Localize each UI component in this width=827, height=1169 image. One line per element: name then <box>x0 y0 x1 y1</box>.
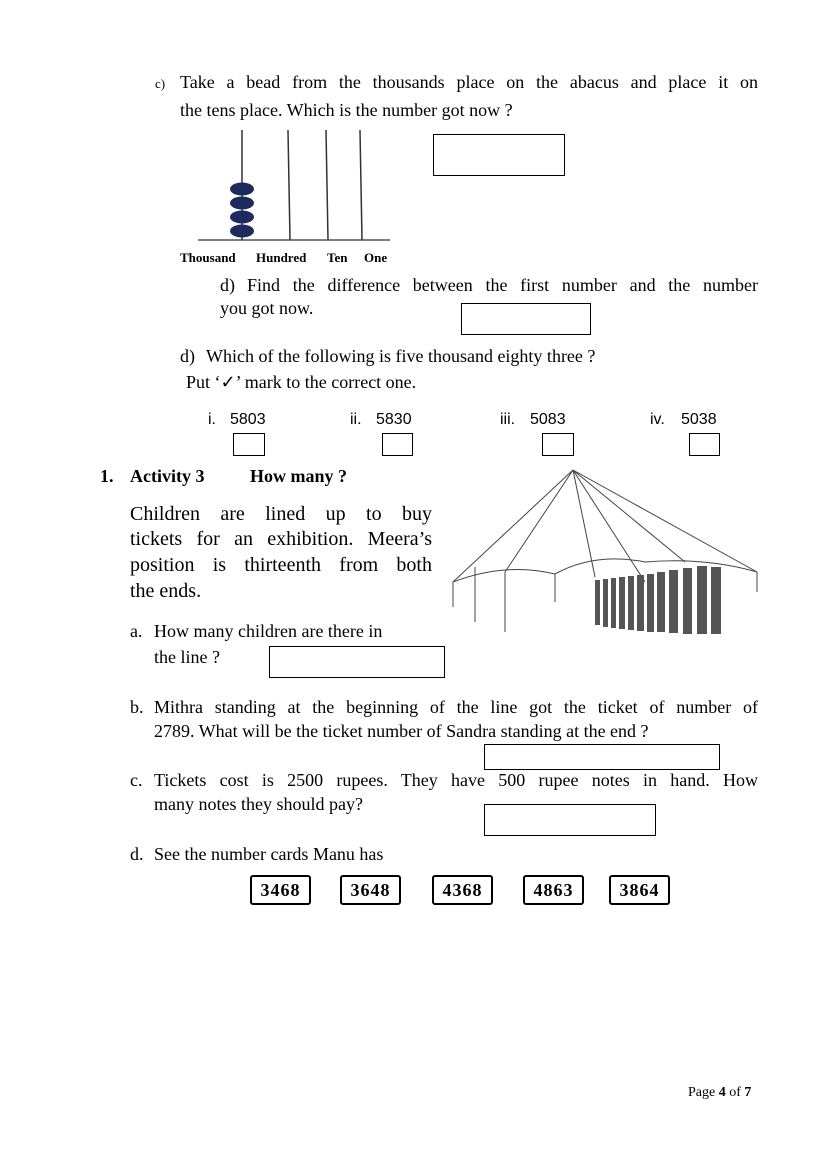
option-value: 5083 <box>530 411 566 428</box>
question-text: the line ? <box>154 647 220 667</box>
answer-box[interactable] <box>484 744 720 770</box>
question-text: 2789. What will be the ticket number of Sandra standing at the end ? <box>154 721 649 741</box>
intro-text: Children are lined up to buy <box>130 503 432 525</box>
tent-queue-illustration <box>445 462 770 642</box>
abacus-label: One <box>364 250 388 265</box>
question-text: Find the difference between the first number and the number <box>247 275 758 295</box>
checkbox-option-4[interactable] <box>689 433 720 456</box>
intro-text: tickets for an exhibition. Meera’s <box>130 528 432 550</box>
question-label: d) <box>220 275 235 295</box>
option-value: 5038 <box>681 411 717 428</box>
question-label: b. <box>130 697 144 717</box>
number-card: 3468 <box>250 875 311 905</box>
checkbox-option-1[interactable] <box>233 433 265 456</box>
number-card: 3648 <box>340 875 401 905</box>
abacus-label: Hundred <box>256 250 307 265</box>
question-label: d. <box>130 844 144 864</box>
option-value: 5830 <box>376 411 412 428</box>
abacus-label: Thousand <box>180 250 236 265</box>
instruction-text: Put ‘✓’ mark to the correct one. <box>186 372 417 392</box>
abacus-label: Ten <box>327 250 348 265</box>
question-text: you got now. <box>220 298 314 318</box>
abacus-image <box>190 125 400 245</box>
total-pages: 7 <box>744 1085 752 1100</box>
intro-text: position is thirteenth from both <box>130 554 432 576</box>
option-number: i. <box>208 411 216 428</box>
activity-subtitle: How many ? <box>250 466 348 486</box>
question-label: a. <box>130 621 143 641</box>
question-label: d) <box>180 346 195 366</box>
checkbox-option-2[interactable] <box>382 433 413 456</box>
option-value: 5803 <box>230 411 266 428</box>
question-label: c. <box>130 770 143 790</box>
number-card: 4863 <box>523 875 584 905</box>
page-prefix: Page <box>688 1085 716 1100</box>
question-text: Take a bead from the thousands place on the abacus and place it on <box>180 72 758 92</box>
page-of: of <box>729 1085 741 1100</box>
option-number: iii. <box>500 411 516 428</box>
question-text: See the number cards Manu has <box>154 844 384 864</box>
option-number: iv. <box>650 411 665 428</box>
number-card: 3864 <box>609 875 670 905</box>
number-card: 4368 <box>432 875 493 905</box>
question-text: Tickets cost is 2500 rupees. They have 500 rupee notes in hand. How <box>154 770 758 790</box>
answer-box[interactable] <box>433 134 565 176</box>
activity-title: Activity 3 <box>130 466 205 486</box>
option-number: ii. <box>350 411 362 428</box>
intro-text: the ends. <box>130 580 202 602</box>
question-text: many notes they should pay? <box>154 794 363 814</box>
checkbox-option-3[interactable] <box>542 433 574 456</box>
answer-box[interactable] <box>484 804 656 836</box>
current-page: 4 <box>718 1085 726 1100</box>
page-number <box>688 1081 751 1105</box>
question-text: Which of the following is five thousand eighty three ? <box>206 346 596 366</box>
activity-number: 1. <box>100 466 114 486</box>
answer-box[interactable] <box>269 646 445 678</box>
question-text: Mithra standing at the beginning of the line got the ticket of number of <box>154 697 758 717</box>
question-label: c) <box>155 76 166 91</box>
answer-box[interactable] <box>461 303 591 335</box>
question-text: the tens place. Which is the number got now ? <box>180 100 513 120</box>
question-text: How many children are there in <box>154 621 383 641</box>
